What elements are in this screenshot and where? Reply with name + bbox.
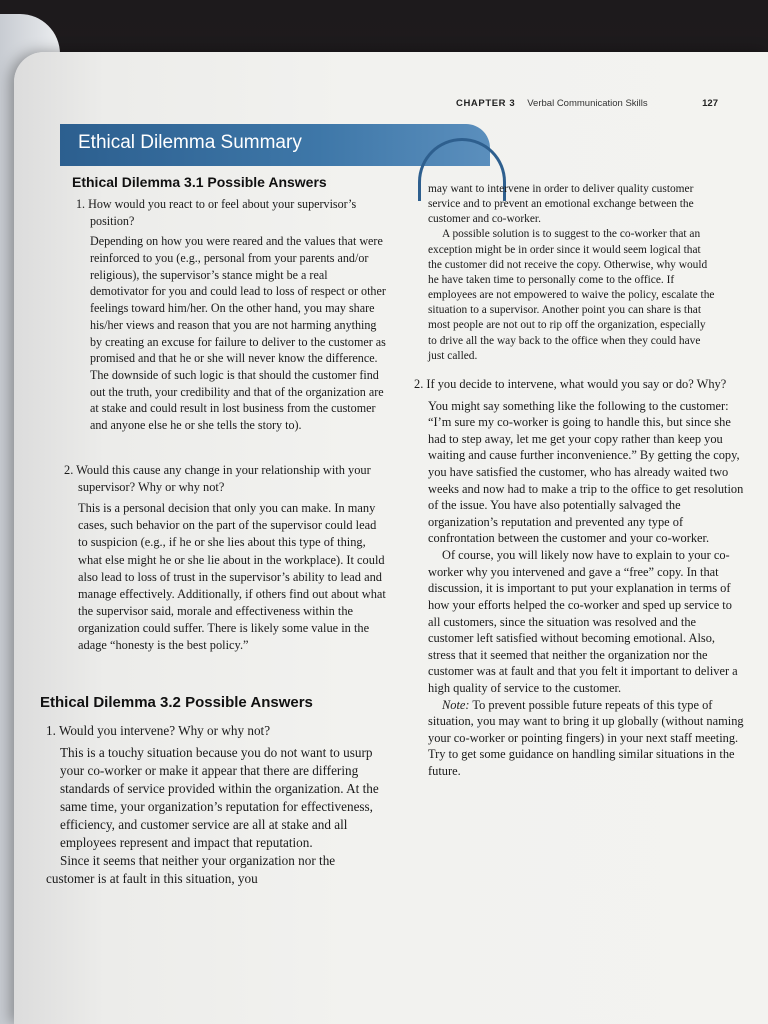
page-number: 127: [702, 98, 718, 109]
question-3-2-1: 1. Would you intervene? Why or why not?: [46, 723, 271, 738]
answer-3-1-1: Depending on how you were reared and the values that were reinforced to you (e.g., personal from your parents and/or religious), the supervisor’s stance might be a real demotivator for you and could lead to loss of respect or other feelings toward him/her. On the other hand, you may share his/her views and reason that you are not harming anything by creating an excuse for failure to deliver to the customer as promised and that he or she will never know the difference. The downside of such logic is that should the customer find out the truth, your credibility and that of the organization are at stake and could result in lost business from the customer and anyone else he or she tells the story to).: [90, 234, 386, 432]
dilemma-3-2-right-column-2: [414, 376, 744, 780]
dilemma-3-2-body: [46, 722, 382, 888]
question-3-2-2: 2. If you decide to intervene, what would you say or do? Why?: [414, 377, 727, 391]
section-label: Verbal Communication Skills: [527, 98, 648, 109]
dilemma-3-2-right-column: [414, 182, 716, 364]
answer-3-2-2-p1: You might say something like the following to the customer: “I’m sure my co-worker is going to handle this, but since she had to step away, let me get your copy rather than keep you waiting and cause further inconvenience.” By getting the copy, you have satisfied the customer, who has already waited two weeks and now had to make a trip to the office to get resolution of the issue. You have also potentially salvaged the organization’s reputation and prevented any type of confrontation between the customer and your co-worker.: [428, 398, 744, 546]
dilemma-3-1-body: [76, 196, 388, 434]
answer-3-2-1-p1: This is a touchy situation because you do not want to usurp your co-worker or make it appear that there are differing standards of service provided within the organization. At the same time, your organization’s reputation for effectiveness, efficiency, and customer service are all at stake and all employees represent and impact that reputation.: [60, 744, 379, 850]
answer-3-2-1-p3: may want to intervene in order to deliver quality customer service and to prevent an emotional exchange between the customer and co-worker.: [428, 183, 694, 226]
chapter-label: CHAPTER 3: [456, 98, 516, 109]
dilemma-3-1-heading: Ethical Dilemma 3.1 Possible Answers: [72, 174, 327, 190]
answer-3-1-2: This is a personal decision that only you can make. In many cases, such behavior on the part of the supervisor could lead to suspicion (e.g., if he or she lies about this type of thing, what else might he or she lie about in the workplace). It could also lead to loss of trust in the supervisor’s ability to lead and manage effectively. Additionally, if others find out about what the supervisor said, morale and effectiveness within the organization could suffer. There is likely some value in the adage “honesty is the best policy.”: [78, 501, 386, 653]
answer-3-2-2-note: [428, 697, 744, 780]
banner-title: Ethical Dilemma Summary: [78, 132, 302, 153]
answer-3-2-1-p2: Since it seems that neither your organization nor the customer is at fault in this situation, you: [46, 852, 336, 886]
note-label: Note:: [442, 697, 470, 712]
answer-3-2-2-p2: Of course, you will likely now have to explain to your co-worker why you intervened and gave a “free” copy. In that discussion, it is important to put your explanation in terms of how your efforts helped the co-worker and sped up service to all customers, since the situation was resolved and the customer left satisfied without becoming emotional. Also, stress that it seemed that neither the organization nor the customer was at fault and that you felt it important to deliver a high quality of service to the customer.: [428, 548, 738, 695]
question-3-1-1: 1. How would you react to or feel about your supervisor’s position?: [76, 197, 357, 228]
question-3-1-2: 2. Would this cause any change in your relationship with your supervisor? Why or why not?: [64, 463, 371, 495]
dilemma-3-1-body-2: [64, 462, 386, 654]
dilemma-3-2-heading: Ethical Dilemma 3.2 Possible Answers: [40, 694, 313, 711]
note-text: To prevent possible future repeats of this type of situation, you may want to bring it up globally (without naming your co-worker or pointing fingers) in your next staff meeting. Try to get some guidance on handling similar situations in the future.: [428, 697, 744, 779]
answer-3-2-1-p4: A possible solution is to suggest to the co-worker that an exception might be in order since it would seem logical that the customer did not receive the copy. Otherwise, why would he have taken time to personally come to the office. If employees are not empowered to waive the policy, escalate the situation to a supervisor. Another point you can share is that most people are not out to rip off the organization, especially to drive all the way back to the office when they could have just called.: [428, 228, 715, 362]
running-header: [456, 98, 718, 109]
